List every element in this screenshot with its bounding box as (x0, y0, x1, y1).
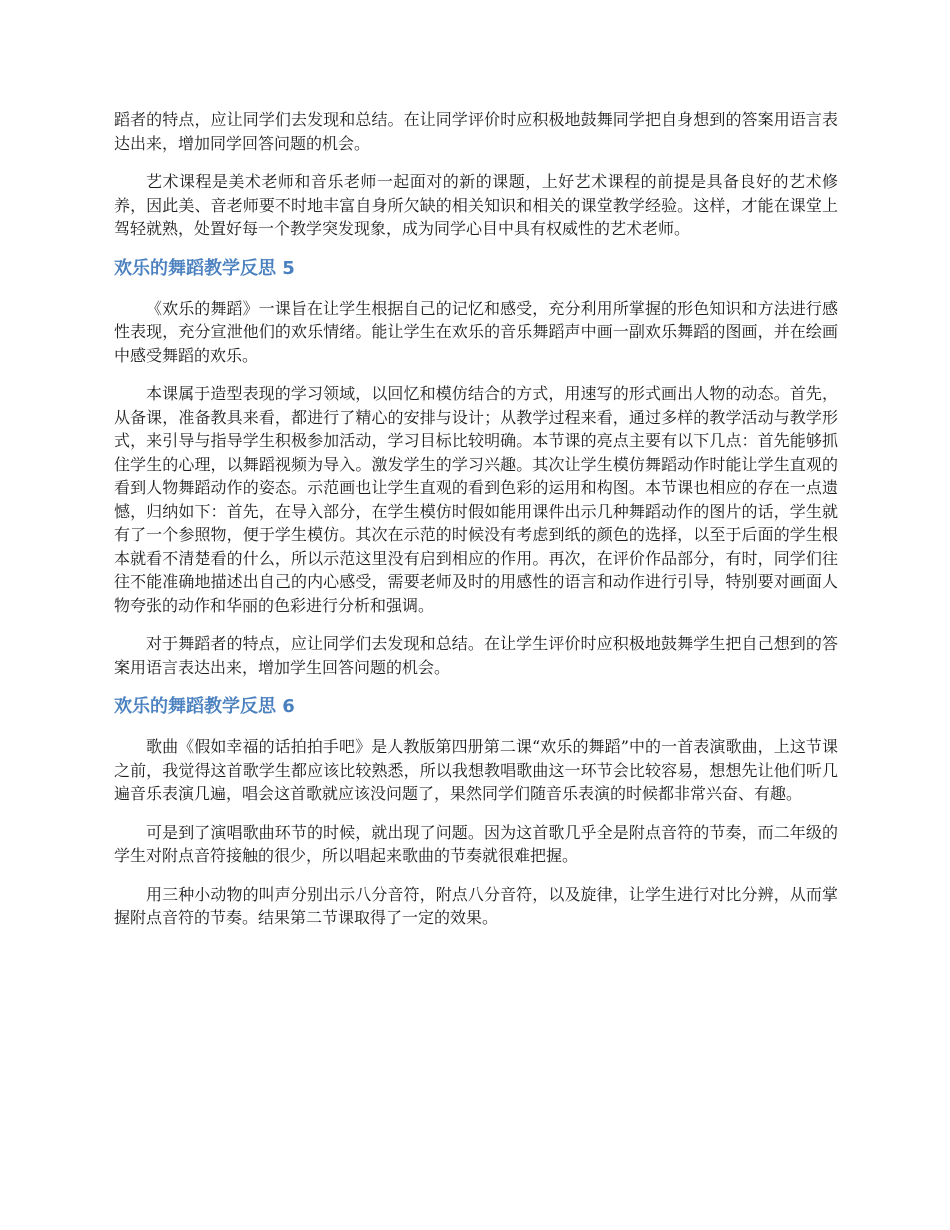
section-heading-5: 欢乐的舞蹈教学反思 5 (114, 257, 295, 279)
paragraph: 可是到了演唱歌曲环节的时候，就出现了问题。因为这首歌几乎全是附点音符的节奏，而二年级的学生对附点音符接触的很少，所以唱起来歌曲的节奏就很难把握。 (114, 822, 838, 865)
paragraph: 《欢乐的舞蹈》一课旨在让学生根据自己的记忆和感受，充分利用所掌握的形色知识和方法进行感性表现，充分宣泄他们的欢乐情绪。能让学生在欢乐的音乐舞蹈声中画一副欢乐舞蹈的图画，并在绘画中感受舞蹈的欢乐。 (114, 298, 838, 365)
paragraph: 本课属于造型表现的学习领域，以回忆和模仿结合的方式，用速写的形式画出人物的动态。首先，从备课，准备教具来看，都进行了精心的安排与设计；从教学过程来看，通过多样的教学活动与教学形式，来引导与指导学生积极参加活动，学习目标比较明确。本节课的亮点主要有以下几点：首先能够抓住学生的心理，以舞蹈视频为导入。激发学生的学习兴趣。其次让学生模仿舞蹈动作时能让学生直观的看到人物舞蹈动作的姿态。示范画也让学生直观的看到色彩的运用和构图。本节课也相应的存在一点遗憾，归纳如下：首先，在导入部分，在学生模仿时假如能用课件出示几种舞蹈动作的图片的话，学生就有了一个参照物，便于学生模仿。其次在示范的时候没有考虑到纸的颜色的选择，以至于后面的学生根本就看不清楚看的什么，所以示范这里没有启到相应的作用。再次，在评价作品部分，有时，同学们往往不能准确地描述出自己的内心感受，需要老师及时的用感性的语言和动作进行引导，特别要对画面人物夸张的动作和华丽的色彩进行分析和强调。 (114, 384, 838, 615)
document-page (114, 108, 838, 945)
paragraph: 歌曲《假如幸福的话拍拍手吧》是人教版第四册第二课“欢乐的舞蹈”中的一首表演歌曲，上这节课之前，我觉得这首歌学生都应该比较熟悉，所以我想教唱歌曲这一环节会比较容易，想想先让他们听几遍音乐表演几遍，唱会这首歌就应该没问题了，果然同学们随音乐表演的时候都非常兴奋、有趣。 (114, 737, 838, 803)
paragraph: 艺术课程是美术老师和音乐老师一起面对的新的课题，上好艺术课程的前提是具备良好的艺术修养，因此美、音老师要不时地丰富自身所欠缺的相关知识和相关的课堂教学经验。这样，才能在课堂上驾轻就熟，处置好每一个教学突发现象，成为同学心目中具有权威性的艺术老师。 (114, 172, 838, 238)
paragraph: 用三种小动物的叫声分别出示八分音符，附点八分音符，以及旋律，让学生进行对比分辨，从而掌握附点音符的节奏。结果第二节课取得了一定的效果。 (114, 884, 838, 927)
section-heading-6: 欢乐的舞蹈教学反思 6 (114, 696, 295, 717)
paragraph: 蹈者的特点，应让同学们去发现和总结。在让同学评价时应积极地鼓舞同学把自身想到的答案用语言表达出来，增加同学回答问题的机会。 (114, 110, 838, 153)
paragraph: 对于舞蹈者的特点，应让同学们去发现和总结。在让学生评价时应积极地鼓舞学生把自己想到的答案用语言表达出来，增加学生回答问题的机会。 (114, 634, 838, 677)
